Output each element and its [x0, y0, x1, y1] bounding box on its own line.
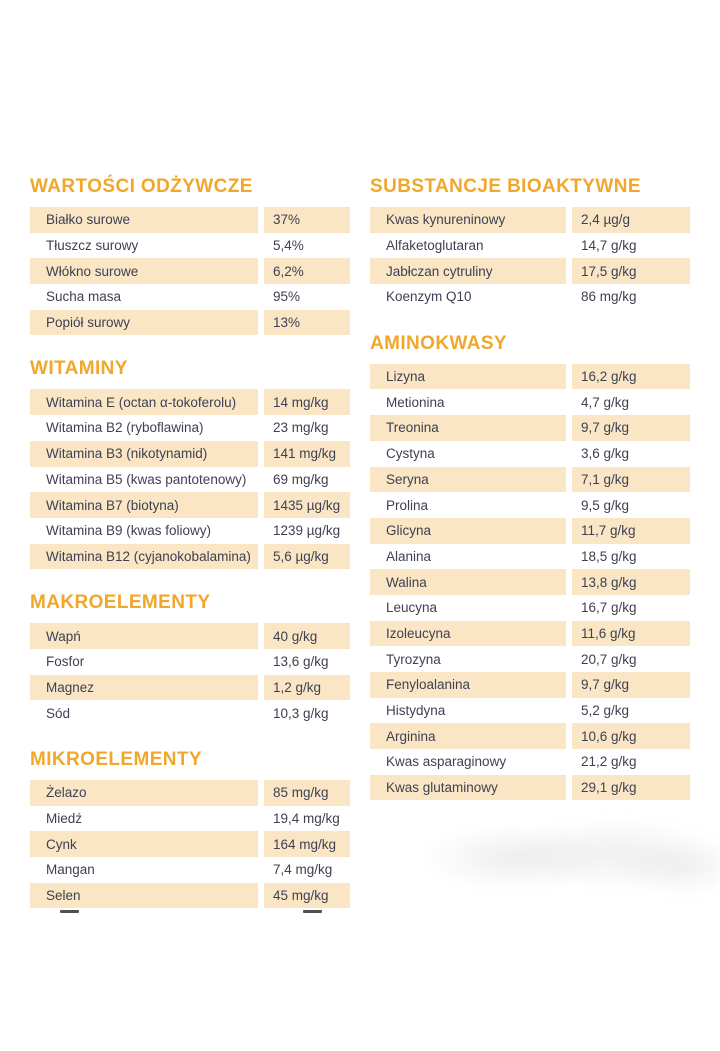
row-label: Tłuszcz surowy — [46, 238, 139, 254]
row-value: 13% — [264, 310, 350, 336]
table-row — [370, 621, 690, 647]
table-row — [30, 883, 350, 909]
row-label: Kwas kynureninowy — [370, 207, 566, 233]
row-label: Cystyna — [386, 446, 435, 462]
row-label: Koenzym Q10 — [386, 289, 472, 305]
section-title: SUBSTANCJE BIOAKTYWNE — [370, 176, 641, 197]
table-row — [30, 623, 350, 649]
row-label: Histydyna — [386, 703, 446, 719]
row-value: 20,7 g/kg — [581, 651, 637, 667]
nutrition-section — [30, 359, 350, 569]
section-title: WITAMINY — [30, 358, 128, 380]
table-row — [370, 775, 690, 801]
table-row — [370, 441, 690, 467]
row-value: 3,6 g/kg — [581, 446, 630, 462]
table-row — [30, 649, 350, 675]
row-value: 141 mg/kg — [264, 441, 350, 467]
row-value: 5,2 g/kg — [581, 703, 630, 719]
row-value: 10,6 g/kg — [572, 723, 690, 749]
row-label: Miedź — [46, 811, 83, 827]
table-row — [370, 389, 690, 415]
row-value: 9,7 g/kg — [572, 415, 690, 441]
table-row — [30, 258, 350, 284]
cropped-text-fragment — [60, 910, 79, 913]
row-label: Alanina — [386, 548, 432, 564]
row-label: Selen — [30, 883, 258, 909]
row-value: 7,4 mg/kg — [273, 862, 333, 878]
row-label: Włókno surowe — [30, 258, 258, 284]
row-label: Izoleucyna — [370, 621, 566, 647]
row-value: 17,5 g/kg — [572, 258, 690, 284]
row-label: Fosfor — [46, 654, 85, 670]
row-value: 9,5 g/kg — [581, 497, 630, 513]
row-value: 11,6 g/kg — [572, 621, 690, 647]
section-title: MIKROELEMENTY — [30, 749, 202, 770]
section-table — [370, 364, 690, 801]
row-value: 1239 µg/kg — [273, 523, 341, 539]
row-label: Białko surowe — [30, 207, 258, 233]
row-value: 37% — [264, 207, 350, 233]
table-row — [370, 492, 690, 518]
table-row — [370, 569, 690, 595]
table-row — [370, 233, 690, 259]
row-label: Glicyna — [370, 518, 566, 544]
row-value: 14 mg/kg — [264, 389, 350, 415]
row-value: 13,8 g/kg — [572, 569, 690, 595]
table-row — [370, 207, 690, 233]
table-row — [370, 646, 690, 672]
row-label: Metionina — [386, 394, 445, 410]
table-row — [370, 518, 690, 544]
table-row — [370, 672, 690, 698]
row-label: Kwas glutaminowy — [370, 775, 566, 801]
table-row — [30, 518, 350, 544]
section-table — [30, 389, 350, 569]
row-value: 19,4 mg/kg — [273, 811, 340, 827]
row-label: Sucha masa — [46, 289, 122, 305]
row-value: 40 g/kg — [264, 623, 350, 649]
table-row — [30, 415, 350, 441]
section-table — [30, 623, 350, 726]
table-row — [370, 544, 690, 570]
row-value: 14,7 g/kg — [581, 238, 637, 254]
row-value: 16,2 g/kg — [572, 364, 690, 390]
table-row — [370, 595, 690, 621]
row-value: 18,5 g/kg — [581, 548, 637, 564]
row-value: 5,4% — [273, 238, 304, 254]
row-label: Walina — [370, 569, 566, 595]
row-label: Witamina E (octan α-tokoferolu) — [30, 389, 258, 415]
row-value: 1435 µg/kg — [264, 492, 350, 518]
table-row — [30, 831, 350, 857]
row-label: Witamina B2 (ryboflawina) — [46, 420, 204, 436]
section-table — [30, 207, 350, 335]
section-table — [370, 207, 690, 310]
row-label: Żelazo — [30, 780, 258, 806]
table-row — [30, 780, 350, 806]
table-row — [370, 415, 690, 441]
table-row — [370, 467, 690, 493]
table-row — [370, 258, 690, 284]
table-row — [30, 441, 350, 467]
section-title: MAKROELEMENTY — [30, 592, 211, 614]
row-label: Jabłczan cytruliny — [370, 258, 566, 284]
row-value: 7,1 g/kg — [572, 467, 690, 493]
row-value: 2,4 µg/g — [572, 207, 690, 233]
section-table — [30, 780, 350, 908]
table-row — [30, 233, 350, 259]
table-row — [370, 698, 690, 724]
row-value: 29,1 g/kg — [572, 775, 690, 801]
row-label: Witamina B7 (biotyna) — [30, 492, 258, 518]
row-value: 21,2 g/kg — [581, 754, 637, 770]
row-value: 13,6 g/kg — [273, 654, 329, 670]
row-label: Witamina B5 (kwas pantotenowy) — [46, 471, 247, 487]
table-row — [30, 284, 350, 310]
row-value: 10,3 g/kg — [273, 705, 329, 721]
table-row — [30, 467, 350, 493]
nutrition-section — [30, 593, 350, 726]
table-row — [30, 675, 350, 701]
row-value: 69 mg/kg — [273, 471, 329, 487]
row-label: Tyrozyna — [386, 651, 441, 667]
table-row — [370, 723, 690, 749]
row-value: 1,2 g/kg — [264, 675, 350, 701]
row-label: Magnez — [30, 675, 258, 701]
row-value: 11,7 g/kg — [572, 518, 690, 544]
row-label: Lizyna — [370, 364, 566, 390]
row-label: Witamina B3 (nikotynamid) — [30, 441, 258, 467]
nutrition-section — [370, 334, 690, 801]
row-label: Alfaketoglutaran — [386, 238, 484, 254]
section-title: AMINOKWASY — [370, 332, 507, 354]
nutrition-sheet — [30, 177, 690, 908]
right-column — [370, 177, 690, 908]
row-label: Fenyloalanina — [370, 672, 566, 698]
table-row — [30, 700, 350, 726]
table-row — [30, 806, 350, 832]
left-column — [30, 177, 350, 908]
row-label: Witamina B9 (kwas foliowy) — [46, 523, 212, 539]
table-row — [370, 749, 690, 775]
row-label: Arginina — [370, 723, 566, 749]
row-value: 16,7 g/kg — [581, 600, 637, 616]
row-label: Sód — [46, 705, 71, 721]
row-label: Prolina — [386, 497, 429, 513]
row-value: 45 mg/kg — [264, 883, 350, 909]
row-value: 5,6 µg/kg — [264, 544, 350, 570]
row-value: 85 mg/kg — [264, 780, 350, 806]
nutrition-section — [30, 177, 350, 335]
row-value: 9,7 g/kg — [572, 672, 690, 698]
row-value: 86 mg/kg — [581, 289, 637, 305]
table-row — [370, 364, 690, 390]
table-row — [30, 207, 350, 233]
nutrition-section — [370, 177, 690, 310]
row-value: 6,2% — [264, 258, 350, 284]
nutrition-section — [30, 750, 350, 908]
row-label: Wapń — [30, 623, 258, 649]
table-row — [30, 389, 350, 415]
row-value: 164 mg/kg — [264, 831, 350, 857]
table-row — [30, 857, 350, 883]
row-value: 4,7 g/kg — [581, 394, 630, 410]
row-value: 95% — [273, 289, 301, 305]
row-label: Witamina B12 (cyjanokobalamina) — [30, 544, 258, 570]
row-label: Treonina — [370, 415, 566, 441]
row-label: Leucyna — [386, 600, 438, 616]
row-value: 23 mg/kg — [273, 420, 329, 436]
table-row — [370, 284, 690, 310]
section-title: WARTOŚCI ODŻYWCZE — [30, 176, 253, 197]
row-label: Popiół surowy — [30, 310, 258, 336]
table-row — [30, 310, 350, 336]
row-label: Mangan — [46, 862, 95, 878]
table-row — [30, 492, 350, 518]
row-label: Kwas asparaginowy — [386, 754, 507, 770]
table-row — [30, 544, 350, 570]
cropped-text-fragment — [303, 910, 322, 913]
row-label: Cynk — [30, 831, 258, 857]
row-label: Seryna — [370, 467, 566, 493]
